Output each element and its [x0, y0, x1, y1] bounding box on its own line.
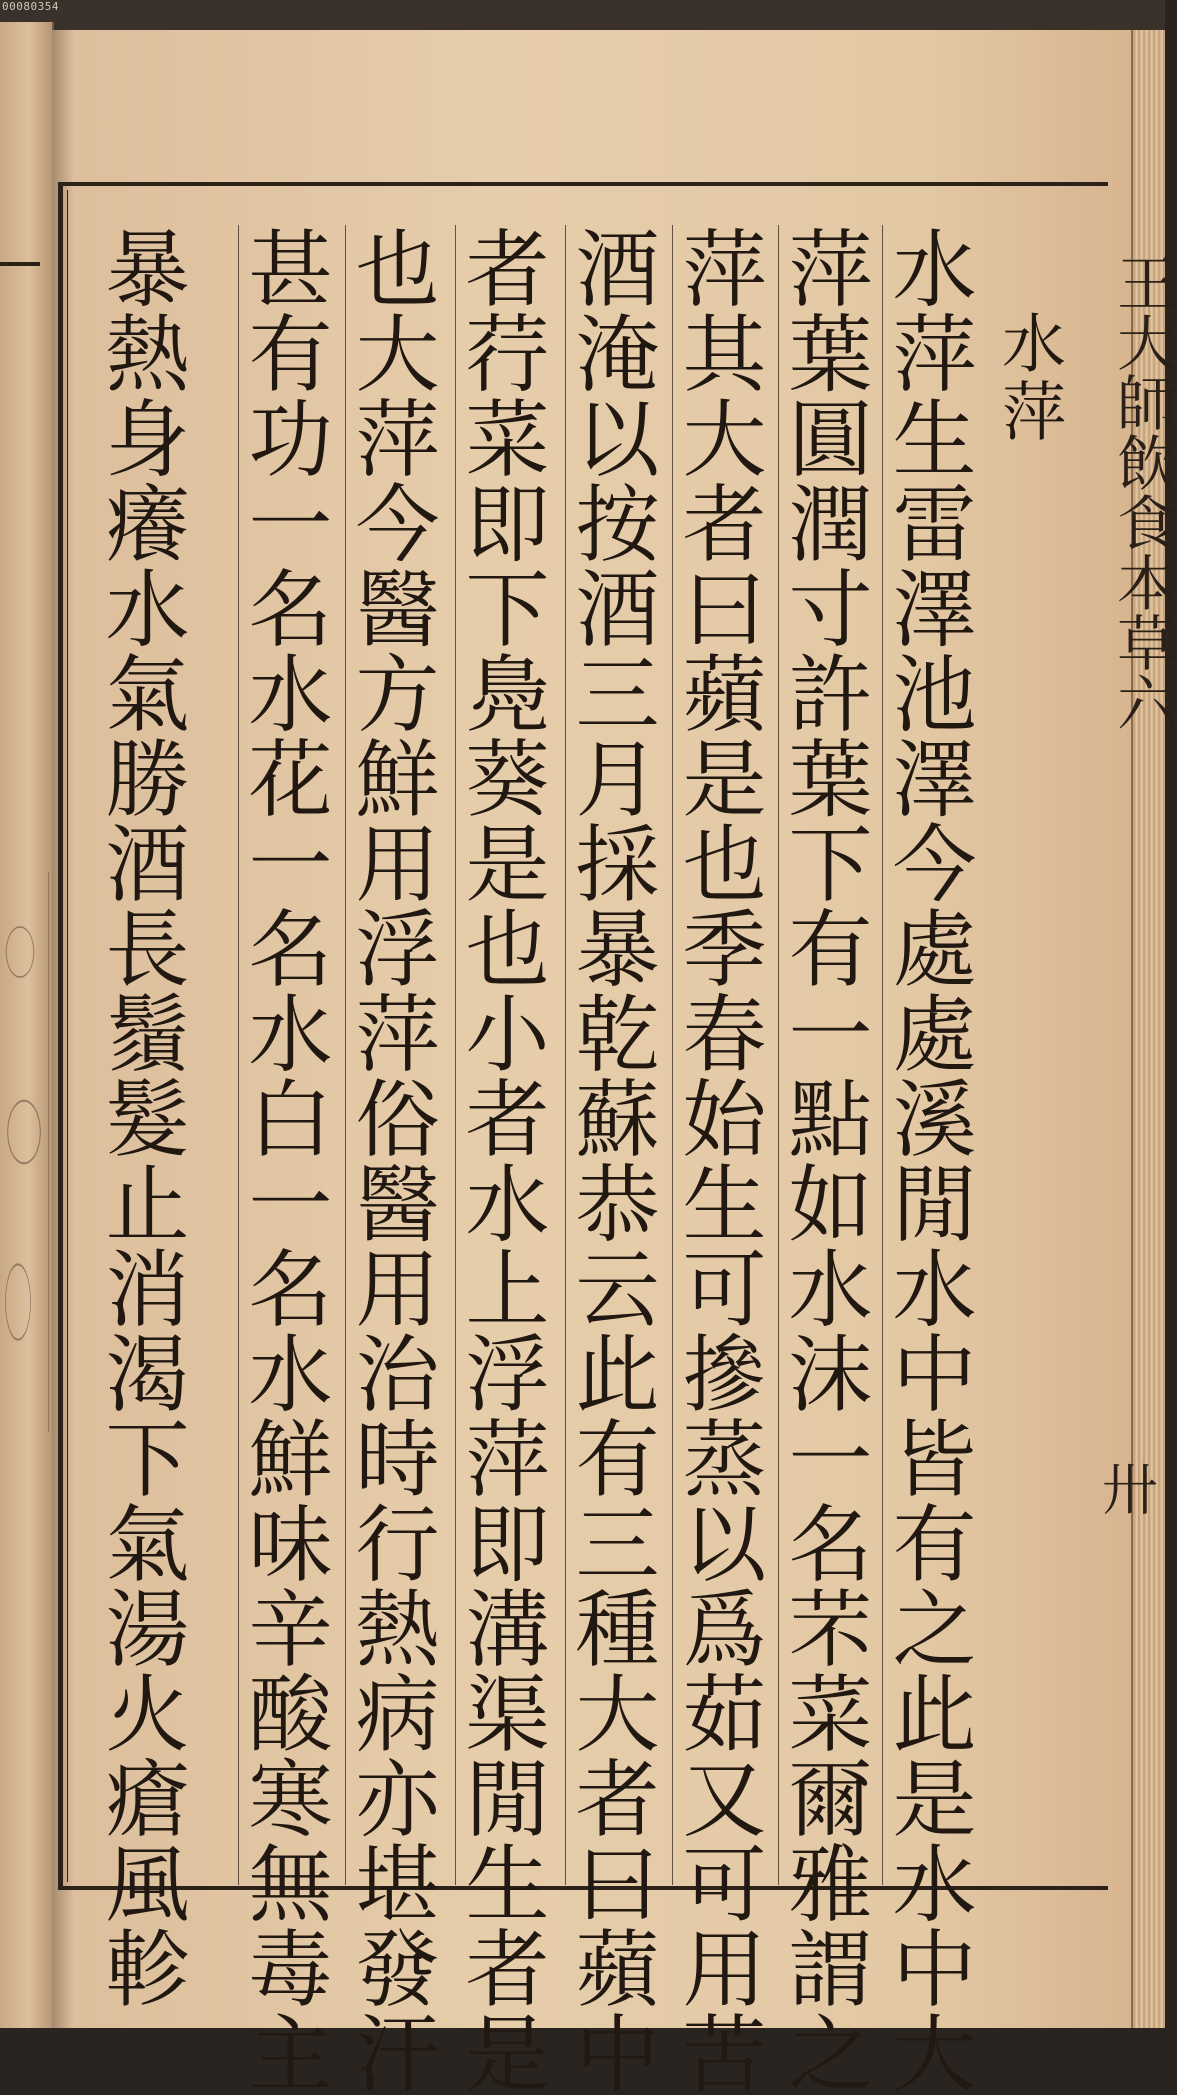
- text-column-7: 甚有功一名水花一名水白一名水鮮味辛酸寒無毒主: [235, 225, 333, 2095]
- entry-heading: 水萍: [991, 310, 1065, 446]
- text-column-3: 萍其大者曰蘋是也季春始生可摻蒸以爲茹又可用苦: [669, 225, 767, 2095]
- previous-leaf-frame-rule: [0, 262, 40, 266]
- folio-number: 卅: [1093, 1460, 1158, 1516]
- running-head: 王大師飲食本草六: [1107, 252, 1177, 732]
- previous-leaf-edge: [0, 22, 54, 2028]
- text-column-1: 水萍生雷澤池澤今處處溪閒水中皆有之此是水中大: [879, 225, 977, 2095]
- scan-id-label: 00080354: [2, 0, 59, 13]
- previous-leaf-illustration: [0, 872, 49, 1432]
- text-column-6: 也大萍今醫方鮮用浮萍俗醫用治時行熱病亦堪發汗: [342, 225, 440, 2095]
- text-column-8: 暴熱身癢水氣勝酒長鬚髮止消渴下氣湯火瘡風軫: [92, 225, 190, 2010]
- text-column-2: 萍葉圓潤寸許葉下有一點如水沫一名芣菜爾雅謂之: [775, 225, 873, 2095]
- text-column-5: 者荇菜即下鳧葵是也小者水上浮萍即溝渠閒生者是: [452, 225, 550, 2095]
- text-column-4: 酒淹以按酒三月採暴乾蘇恭云此有三種大者曰蘋中: [562, 225, 660, 2095]
